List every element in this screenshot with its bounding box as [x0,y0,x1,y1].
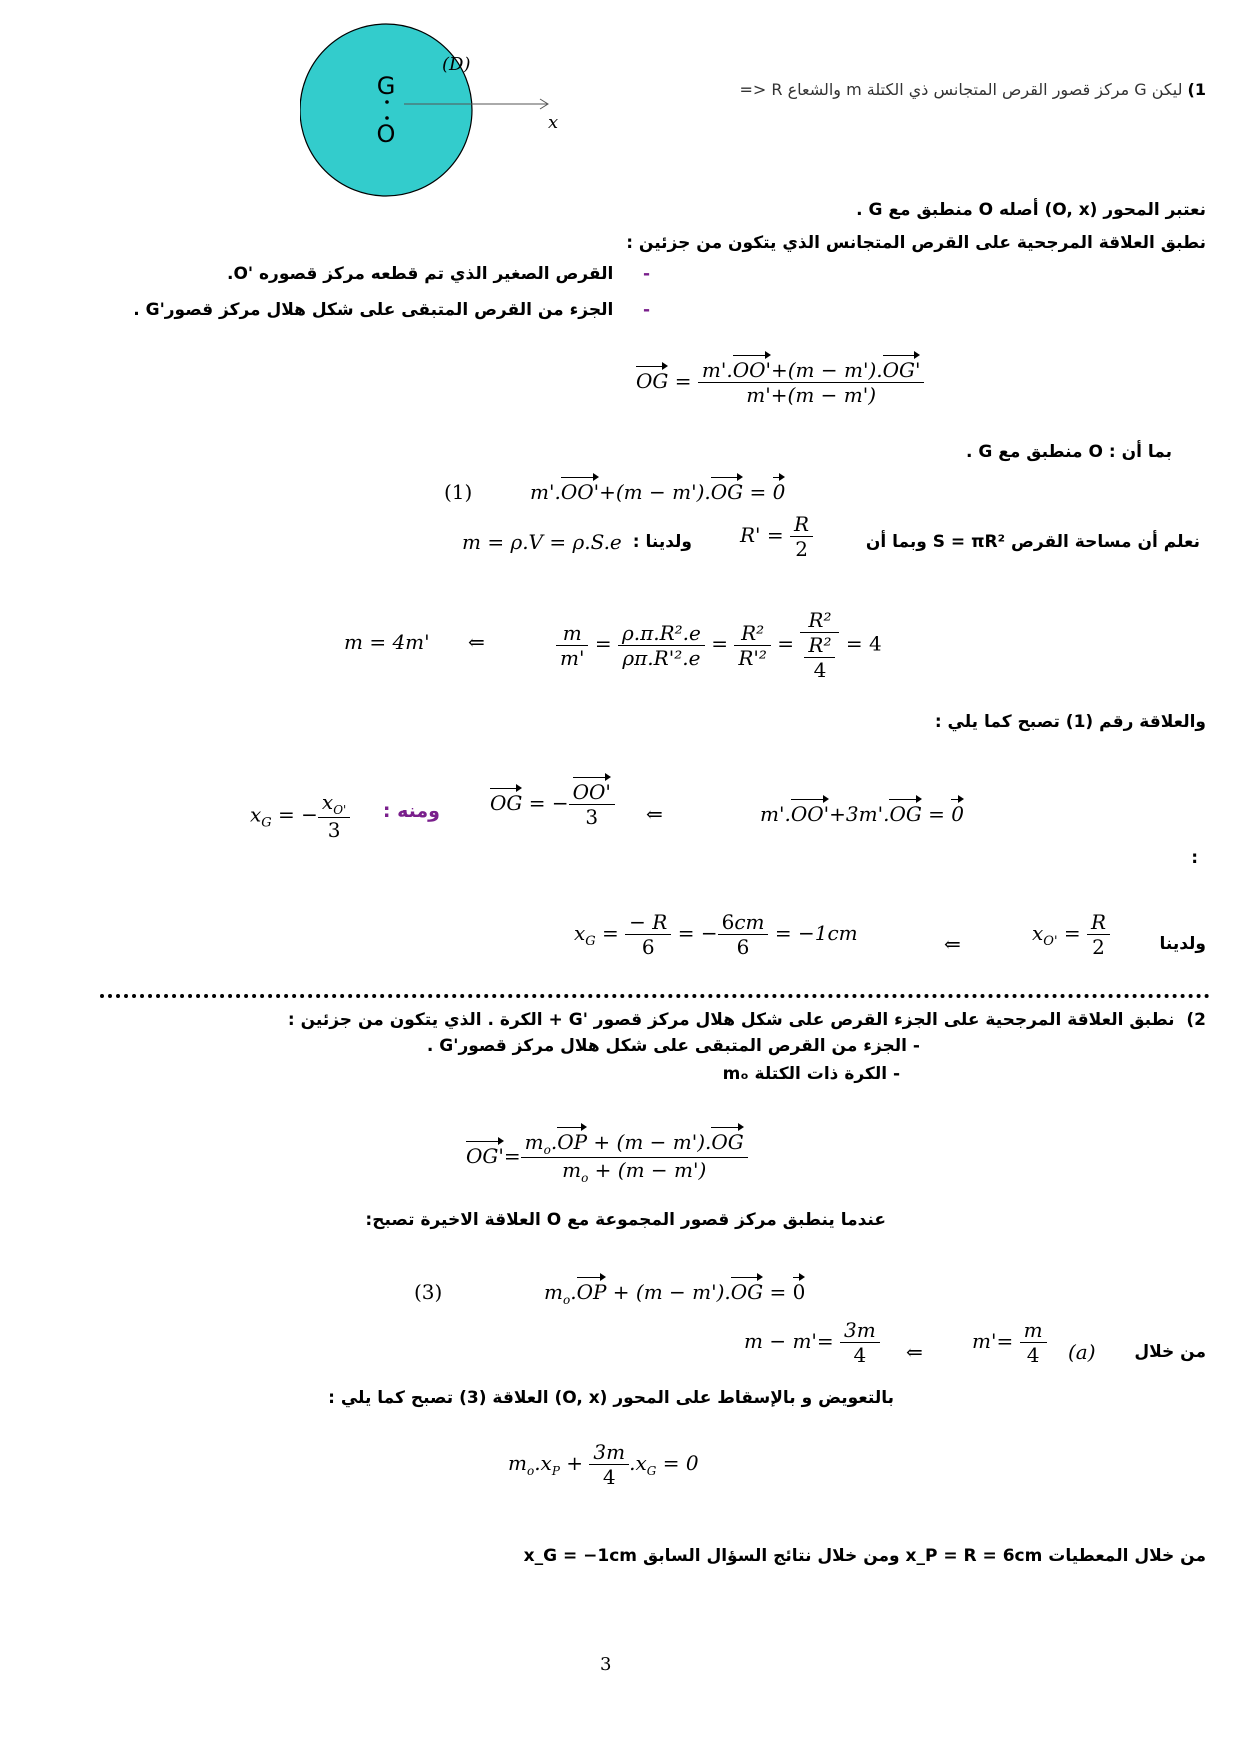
s1-part1-dash: - [642,264,650,284]
label-G: G [376,72,396,100]
s1-colon: : [1191,848,1198,868]
s1-number: 1) [1187,80,1206,99]
label-D: (D) [442,54,471,75]
arrow-2: ⇐ [646,802,663,826]
eq-3-tag: (3) [414,1280,443,1304]
disc-figure [300,22,560,202]
eq-3: $m_o.OP + (m - m').OG = 0$ [544,1280,806,1307]
s1-intro [739,80,1206,99]
s2-from: من خلال [1134,1342,1206,1362]
formula-barycenter-2: OG'= $\frac{m_o.OP + (m - m').OG}{m_o + (m - m')}$ [466,1130,748,1185]
eq-mass-ratio: $\frac{m}{m'}$ = $\frac{\text{ρ.π.R².e}}{\text{ρπ.R'².e}}$ = $\frac{\text{R²}}{\text{R'²}}$ = $\frac{\text{R²}}{\frac{\text{R²}}{4}}$ = 4 [556,608,882,682]
eq-m-prime: m'= $\frac{m}{4}$ [972,1318,1047,1367]
eq-a-tag: (a) [1068,1340,1096,1364]
eq-m-minus-mprime: m − m'= $\frac{3m}{4}$ [744,1318,880,1367]
label-x: x [548,112,559,133]
s1-intro-text: ليكن G مركز قصور القرص المتجانس ذي الكتلة m والشعاع R <= [739,80,1183,99]
eq-R-prime: R' = $\frac{R}{2}$ [740,512,813,561]
s1-part1 [227,264,650,284]
eq-mass: m = ρ.V = ρ.S.e [462,530,622,554]
s2-apply [288,1010,1206,1030]
s2-part1: - الجزء من القرص المتبقى على شكل هلال مركز قصور'G . [426,1036,920,1056]
page-number: 3 [600,1654,612,1675]
eq-OG-ratio: OG = − $\frac{OO'}{3}$ [490,780,615,829]
label-O: O [376,120,396,148]
eq-xG-ratio: $x_G$ = − $\frac{x_{O'}}{3}$ [250,790,350,842]
s1-part2 [133,300,650,320]
s1-relation-becomes: والعلاقة رقم (1) تصبح كما يلي : [934,712,1206,732]
s1-have: ولدينا : [632,532,692,552]
s2-when: عندما ينطبق مركز قصور المجموعة مع O العلاقة الاخيرة تصبح: [365,1210,886,1230]
s2-apply-text: نطبق العلاقة المرجحية على الجزء القرص على شكل هلال مركز قصور 'G + الكرة . الذي يتكون من جزئين : [287,1010,1175,1030]
s1-have2: ولدينا [1159,934,1206,954]
arrow-1: ⇐ [468,630,485,654]
eq-projection: $m_o.x_P$ + $\frac{3m}{4}$ $.x_G = 0$ [508,1440,699,1489]
disc [300,24,472,196]
s1-since: بما أن : O منطبق مع G . [965,442,1172,462]
point-G [385,100,389,104]
eq-m-equals-4m: m = 4m' [344,630,430,654]
arrow-3: ⇐ [944,932,961,956]
eq-1-tag: (1) [444,480,473,504]
formula-barycenter-1: OG = $\frac{m'.OO'+(m - m').OG'}{m'+(m - m')}$ [636,358,924,407]
s1-part2-dash: - [642,300,650,320]
eq-xG-result: $x_G$ = $\frac{- R}{6}$ = − $\frac{6cm}{6}$ = −1cm [574,910,858,959]
s1-know: نعلم أن مساحة القرص S = πR² وبما أن [865,532,1200,552]
eq-1: m'.OO'+(m − m').OG = 0 [530,480,786,504]
s1-hence: ومنه : [382,800,440,822]
arrow-4: ⇐ [906,1340,923,1364]
s1-part1-text: القرص الصغير الذي تم قطعه مركز قصوره 'O. [226,264,614,284]
s1-axis: نعتبر المحور (O, x) أصله O منطبق مع G . [856,200,1206,220]
eq-xO-prime: $x_{O'}$ = $\frac{R}{2}$ [1032,910,1110,959]
s1-part2-text: الجزء من القرص المتبقى على شكل هلال مركز قصور'G . [133,300,614,320]
dotted-separator [100,994,1210,998]
s1-apply: نطبق العلاقة المرجحية على القرص المتجانس الذي يتكون من جزئين : [626,233,1206,253]
s2-substitute: بالتعويض و بالإسقاط على المحور (O, x) العلاقة (3) تصبح كما يلي : [328,1388,894,1408]
s2-number: 2) [1186,1010,1206,1030]
s2-part2: - الكرة ذات الكتلة mₒ [722,1064,900,1084]
s2-data: من خلال المعطيات x_P = R = 6cm ومن خلال نتائج السؤال السابق x_G = −1cm [523,1546,1206,1566]
eq-relation-1-reduced: m'.OO'+3m'.OG = 0 [760,802,965,826]
